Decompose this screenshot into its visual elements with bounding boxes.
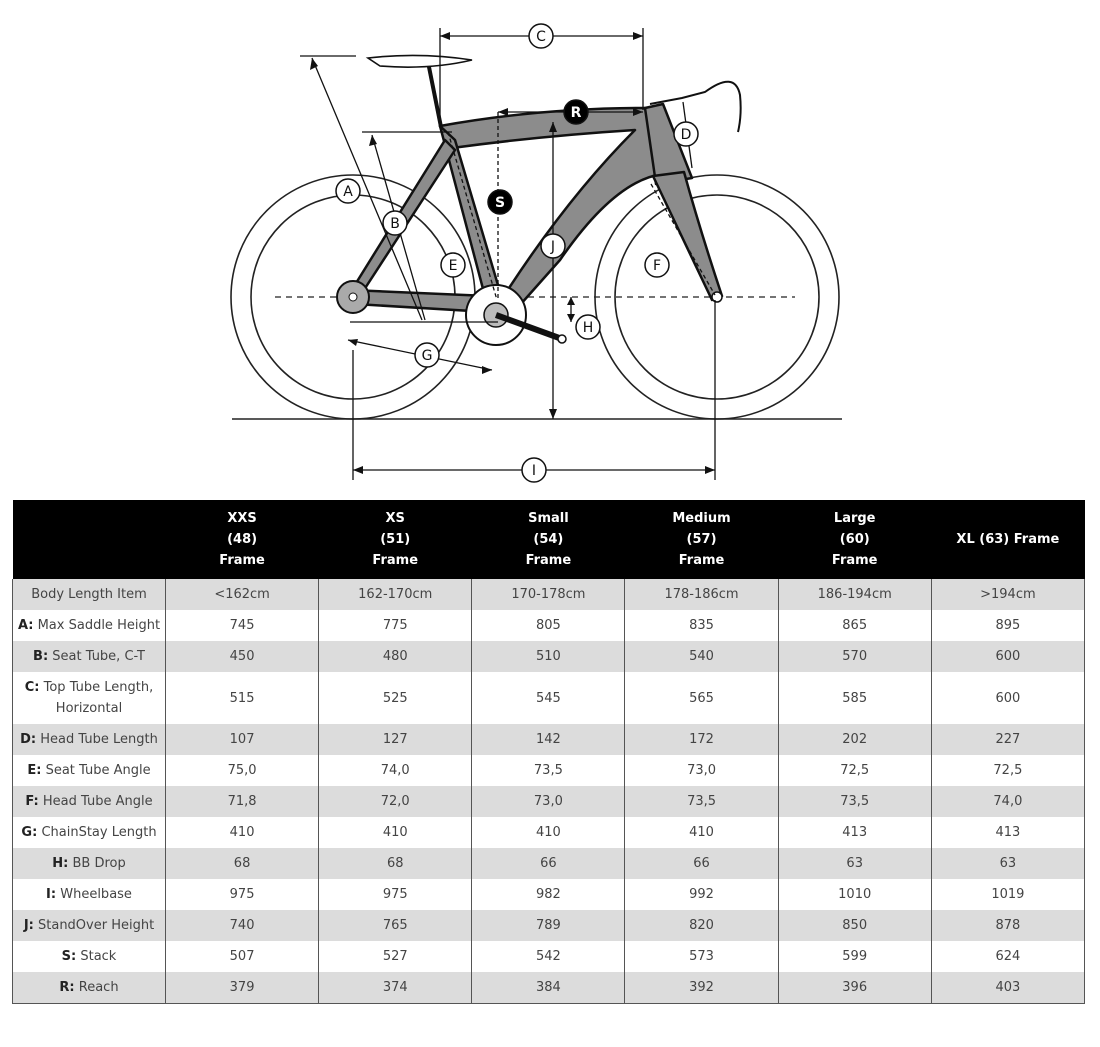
row-label-text: Max Saddle Height bbox=[37, 618, 161, 633]
marker-s bbox=[488, 190, 512, 214]
table-cell: 72,0 bbox=[319, 786, 472, 817]
table-row bbox=[13, 724, 1085, 755]
row-label bbox=[13, 941, 166, 972]
row-label bbox=[13, 972, 166, 1004]
marker-r bbox=[564, 100, 588, 124]
table-row bbox=[13, 786, 1085, 817]
table-cell: 66 bbox=[472, 848, 625, 879]
size-header-line: Frame bbox=[831, 553, 878, 568]
table-cell: 820 bbox=[625, 910, 778, 941]
row-key: J: bbox=[23, 918, 34, 933]
row-label-text: Body Length Item bbox=[31, 587, 147, 602]
rear-hub bbox=[349, 293, 357, 301]
table-cell: 410 bbox=[625, 817, 778, 848]
size-header-line: (51) bbox=[380, 532, 411, 547]
table-cell: 895 bbox=[931, 610, 1084, 641]
row-label-text: Seat Tube, C-T bbox=[52, 649, 145, 664]
row-label bbox=[13, 817, 166, 848]
size-header-2 bbox=[319, 500, 472, 579]
svg-text:A: A bbox=[343, 184, 353, 200]
table-cell: 573 bbox=[625, 941, 778, 972]
table-cell: 480 bbox=[319, 641, 472, 672]
table-cell: 374 bbox=[319, 972, 472, 1004]
table-row bbox=[13, 579, 1085, 610]
table-cell: 515 bbox=[166, 672, 319, 724]
table-cell: 507 bbox=[166, 941, 319, 972]
table-cell: 565 bbox=[625, 672, 778, 724]
row-label bbox=[13, 610, 166, 641]
marker-a bbox=[336, 179, 360, 203]
size-header-line: Medium bbox=[672, 511, 731, 526]
saddle bbox=[368, 55, 472, 67]
marker-b bbox=[383, 211, 407, 235]
table-cell: 162-170cm bbox=[319, 579, 472, 610]
table-cell: 74,0 bbox=[931, 786, 1084, 817]
table-cell: 127 bbox=[319, 724, 472, 755]
table-cell: 865 bbox=[778, 610, 931, 641]
table-cell: 72,5 bbox=[778, 755, 931, 786]
table-cell: 73,5 bbox=[625, 786, 778, 817]
table-cell: 73,0 bbox=[472, 786, 625, 817]
table-row bbox=[13, 755, 1085, 786]
table-cell: 599 bbox=[778, 941, 931, 972]
table-cell: 392 bbox=[625, 972, 778, 1004]
row-label bbox=[13, 848, 166, 879]
row-label-text: Stack bbox=[80, 949, 117, 964]
table-cell: 63 bbox=[778, 848, 931, 879]
size-header-0 bbox=[13, 500, 166, 579]
table-cell: 510 bbox=[472, 641, 625, 672]
table-cell: 71,8 bbox=[166, 786, 319, 817]
row-label bbox=[13, 672, 166, 724]
row-key: G: bbox=[21, 825, 38, 840]
svg-text:R: R bbox=[570, 105, 582, 121]
table-cell: 600 bbox=[931, 672, 1084, 724]
table-cell: 410 bbox=[166, 817, 319, 848]
table-cell: 585 bbox=[778, 672, 931, 724]
row-label bbox=[13, 786, 166, 817]
table-body bbox=[13, 579, 1085, 1004]
table-cell: 410 bbox=[319, 817, 472, 848]
marker-i bbox=[522, 458, 546, 482]
size-header-line: XL (63) Frame bbox=[956, 532, 1060, 547]
table-cell: 542 bbox=[472, 941, 625, 972]
row-key: C: bbox=[24, 680, 40, 695]
table-cell: 600 bbox=[931, 641, 1084, 672]
table-cell: 413 bbox=[931, 817, 1084, 848]
table-cell: 72,5 bbox=[931, 755, 1084, 786]
table-row bbox=[13, 941, 1085, 972]
table-cell: 379 bbox=[166, 972, 319, 1004]
table-cell: 878 bbox=[931, 910, 1084, 941]
svg-text:B: B bbox=[390, 216, 400, 232]
table-cell: 68 bbox=[166, 848, 319, 879]
bike-geometry-diagram bbox=[220, 10, 860, 492]
marker-g bbox=[415, 343, 439, 367]
table-cell: 805 bbox=[472, 610, 625, 641]
row-label-text: ChainStay Length bbox=[41, 825, 157, 840]
table-cell: 775 bbox=[319, 610, 472, 641]
row-key: B: bbox=[33, 649, 49, 664]
marker-j bbox=[541, 234, 565, 258]
table-cell: 63 bbox=[931, 848, 1084, 879]
size-header-line: (57) bbox=[686, 532, 717, 547]
table-cell: 202 bbox=[778, 724, 931, 755]
row-key: A: bbox=[17, 618, 34, 633]
size-header-line: XXS bbox=[227, 511, 257, 526]
table-cell: 68 bbox=[319, 848, 472, 879]
table-cell: 975 bbox=[166, 879, 319, 910]
svg-text:G: G bbox=[421, 348, 433, 364]
table-cell: 227 bbox=[931, 724, 1084, 755]
size-header-line: (48) bbox=[227, 532, 258, 547]
size-header-line: Frame bbox=[219, 553, 265, 568]
table-cell: 982 bbox=[472, 879, 625, 910]
svg-text:C: C bbox=[536, 29, 546, 45]
marker-h bbox=[576, 315, 600, 339]
svg-text:F: F bbox=[652, 258, 662, 274]
table-cell: 396 bbox=[778, 972, 931, 1004]
table-cell: 186-194cm bbox=[778, 579, 931, 610]
size-header-line: Small bbox=[528, 511, 569, 526]
table-row bbox=[13, 610, 1085, 641]
table-cell: 525 bbox=[319, 672, 472, 724]
table-cell: 172 bbox=[625, 724, 778, 755]
table-cell: 992 bbox=[625, 879, 778, 910]
table-cell: 73,0 bbox=[625, 755, 778, 786]
svg-text:H: H bbox=[582, 320, 594, 336]
size-header-6 bbox=[931, 500, 1084, 579]
table-cell: 73,5 bbox=[472, 755, 625, 786]
size-header-line: XS bbox=[385, 511, 405, 526]
svg-text:D: D bbox=[680, 127, 692, 143]
row-label bbox=[13, 724, 166, 755]
marker-d bbox=[674, 122, 698, 146]
seat-post bbox=[428, 62, 441, 127]
table-cell: 73,5 bbox=[778, 786, 931, 817]
size-header-line: Large bbox=[833, 511, 876, 526]
table-cell: 178-186cm bbox=[625, 579, 778, 610]
table-row bbox=[13, 910, 1085, 941]
row-label bbox=[13, 910, 166, 941]
row-label-text: Reach bbox=[78, 980, 119, 995]
svg-text:J: J bbox=[550, 239, 556, 255]
size-header-line: Frame bbox=[678, 553, 725, 568]
header-row bbox=[13, 500, 1085, 579]
row-label bbox=[13, 755, 166, 786]
svg-text:I: I bbox=[531, 463, 537, 479]
table-row bbox=[13, 879, 1085, 910]
row-key: H: bbox=[52, 856, 69, 871]
row-key: I: bbox=[46, 887, 57, 902]
table-row bbox=[13, 672, 1085, 724]
row-label-text: Head Tube Length bbox=[40, 732, 158, 747]
size-header-1 bbox=[166, 500, 319, 579]
table-cell: 765 bbox=[319, 910, 472, 941]
size-header-3 bbox=[472, 500, 625, 579]
table-cell: 1010 bbox=[778, 879, 931, 910]
row-label bbox=[13, 641, 166, 672]
marker-f bbox=[645, 253, 669, 277]
row-label-text: BB Drop bbox=[72, 856, 126, 871]
row-key: D: bbox=[20, 732, 37, 747]
table-row bbox=[13, 817, 1085, 848]
row-key: F: bbox=[25, 794, 39, 809]
row-key: R: bbox=[59, 980, 75, 995]
size-header-line: (60) bbox=[839, 532, 870, 547]
table-cell: 170-178cm bbox=[472, 579, 625, 610]
table-row bbox=[13, 972, 1085, 1004]
table-cell: 142 bbox=[472, 724, 625, 755]
table-cell: 450 bbox=[166, 641, 319, 672]
table-cell: 975 bbox=[319, 879, 472, 910]
table-cell: 850 bbox=[778, 910, 931, 941]
table-cell: 74,0 bbox=[319, 755, 472, 786]
table-cell: 384 bbox=[472, 972, 625, 1004]
size-header-line: Frame bbox=[525, 553, 572, 568]
table-cell: <162cm bbox=[166, 579, 319, 610]
table-cell: 527 bbox=[319, 941, 472, 972]
svg-text:E: E bbox=[448, 258, 458, 274]
marker-e bbox=[441, 253, 465, 277]
table-cell: 740 bbox=[166, 910, 319, 941]
table-cell: 545 bbox=[472, 672, 625, 724]
table-row bbox=[13, 848, 1085, 879]
table-cell: >194cm bbox=[931, 579, 1084, 610]
row-label-text: Wheelbase bbox=[60, 887, 132, 902]
table-cell: 107 bbox=[166, 724, 319, 755]
row-label bbox=[13, 879, 166, 910]
table-cell: 745 bbox=[166, 610, 319, 641]
size-header-line: Frame bbox=[372, 553, 419, 568]
table-cell: 75,0 bbox=[166, 755, 319, 786]
row-key: E: bbox=[27, 763, 42, 778]
table-row bbox=[13, 641, 1085, 672]
table-cell: 66 bbox=[625, 848, 778, 879]
table-cell: 540 bbox=[625, 641, 778, 672]
svg-text:S: S bbox=[494, 195, 506, 211]
row-label-text: Seat Tube Angle bbox=[45, 763, 151, 778]
size-header-5 bbox=[778, 500, 931, 579]
row-label bbox=[13, 579, 166, 610]
table-cell: 413 bbox=[778, 817, 931, 848]
table-cell: 1019 bbox=[931, 879, 1084, 910]
row-label-text: Top Tube Length, Horizontal bbox=[43, 680, 154, 716]
row-label-text: Head Tube Angle bbox=[42, 794, 153, 809]
table-cell: 403 bbox=[931, 972, 1084, 1004]
table-cell: 410 bbox=[472, 817, 625, 848]
table-header bbox=[13, 500, 1085, 579]
row-label-text: StandOver Height bbox=[38, 918, 155, 933]
size-header-line: (54) bbox=[533, 532, 564, 547]
table-cell: 624 bbox=[931, 941, 1084, 972]
table-cell: 789 bbox=[472, 910, 625, 941]
size-header-4 bbox=[625, 500, 778, 579]
row-key: S: bbox=[61, 949, 77, 964]
marker-c bbox=[529, 24, 553, 48]
geometry-table bbox=[12, 500, 1085, 1004]
table-cell: 570 bbox=[778, 641, 931, 672]
table-cell: 835 bbox=[625, 610, 778, 641]
